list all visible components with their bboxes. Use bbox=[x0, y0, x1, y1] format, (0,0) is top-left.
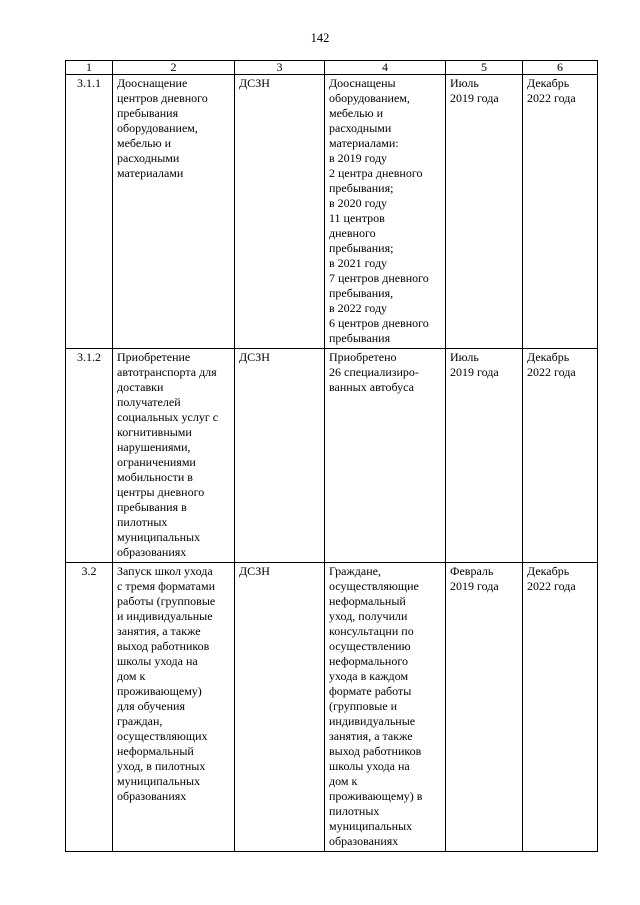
start-date-cell: Июль 2019 года bbox=[446, 75, 523, 349]
header-cell: 4 bbox=[325, 61, 446, 75]
page-number: 142 bbox=[310, 31, 330, 45]
event-cell: Дооснащение центров дневного пребывания оборудованием, мебелью и расходными материалами bbox=[113, 75, 235, 349]
end-date-cell: Декабрь 2022 года bbox=[523, 349, 598, 563]
table-row bbox=[66, 349, 598, 563]
executor-cell: ДСЗН bbox=[235, 349, 325, 563]
end-date-cell: Декабрь 2022 года bbox=[523, 563, 598, 852]
table-row bbox=[66, 563, 598, 852]
start-date-cell: Июль 2019 года bbox=[446, 349, 523, 563]
header-cell: 3 bbox=[235, 61, 325, 75]
executor-cell: ДСЗН bbox=[235, 75, 325, 349]
table-row bbox=[66, 75, 598, 349]
result-cell: Граждане, осуществляющие неформальный уход, получили консультацни по осуществлению неформального ухода в каждом формате работы (групповые и индивидуальные занятия, а также выход работников школы ухода на дом к проживающему) в пилотных муниципальных образованиях bbox=[325, 563, 446, 852]
header-cell: 5 bbox=[446, 61, 523, 75]
result-cell: Приобретено 26 специализиро- ванных автобуса bbox=[325, 349, 446, 563]
event-cell: Приобретение автотранспорта для доставки получателей социальных услуг с когнитивными нарушениями, ограничениями мобильности в центры дневного пребывания в пилотных муниципальных образованиях bbox=[113, 349, 235, 563]
executor-cell: ДСЗН bbox=[235, 563, 325, 852]
row-number: 3.1.2 bbox=[66, 349, 113, 563]
event-cell: Запуск школ ухода с тремя форматами работы (групповые и индивидуальные занятия, а также выход работников школы ухода на дом к проживающему) для обучения граждан, осуществляющих неформальный уход, в пилотных муниципальных образованиях bbox=[113, 563, 235, 852]
end-date-cell: Декабрь 2022 года bbox=[523, 75, 598, 349]
row-number: 3.1.1 bbox=[66, 75, 113, 349]
plan-table bbox=[65, 60, 598, 852]
header-cell: 1 bbox=[66, 61, 113, 75]
result-cell: Дооснащены оборудованием, мебелью и расходными материалами: в 2019 году 2 центра дневного пребывания; в 2020 году 11 центров дневного пребывания; в 2021 году 7 центров дневного пребывания, в 2022 году 6 центров дневного пребывания bbox=[325, 75, 446, 349]
header-cell: 2 bbox=[113, 61, 235, 75]
header-cell: 6 bbox=[523, 61, 598, 75]
start-date-cell: Февраль 2019 года bbox=[446, 563, 523, 852]
header-row bbox=[66, 61, 598, 75]
row-number: 3.2 bbox=[66, 563, 113, 852]
